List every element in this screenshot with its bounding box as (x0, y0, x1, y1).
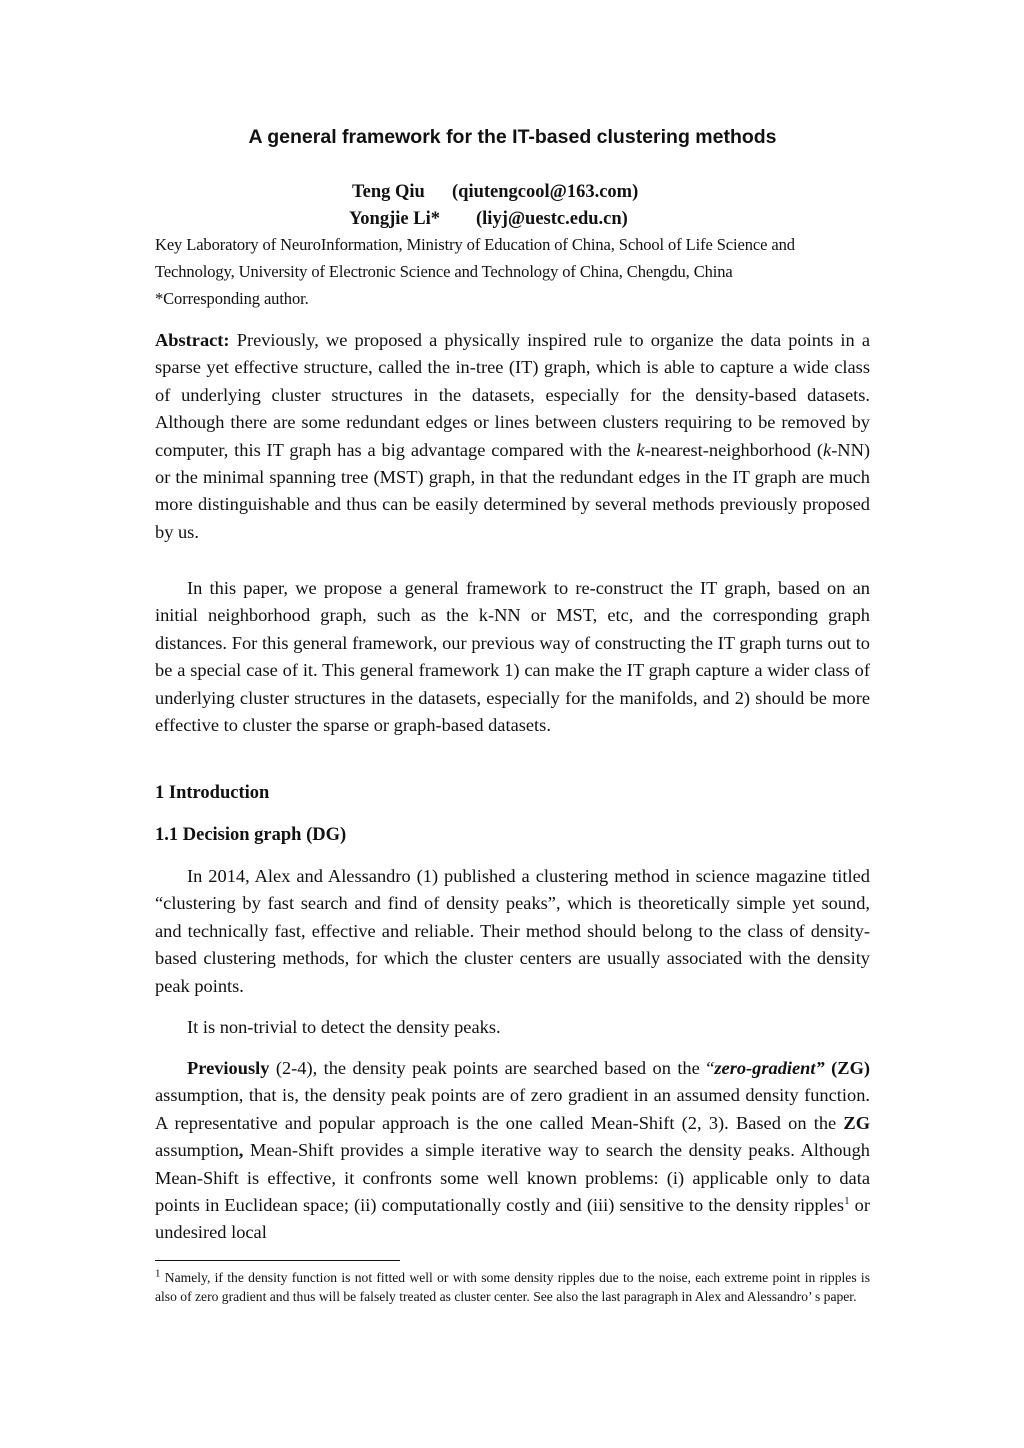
author-name: Teng Qiu (352, 182, 425, 202)
paper-title: A general framework for the IT-based clustering methods (248, 126, 777, 148)
affiliation-line: Key Laboratory of NeuroInformation, Ministry of Education of China, School of Life Science and (155, 235, 795, 254)
footnote-mark: 1 (155, 1267, 161, 1280)
affiliation-line: Technology, University of Electronic Science and Technology of China, Chengdu, China (155, 262, 733, 281)
footnote-ref: 1 (844, 1194, 850, 1207)
author-name: Yongjie Li* (349, 209, 440, 229)
abstract-paragraph-1: Abstract: Previously, we proposed a physically inspired rule to organize the data points in a sparse yet effective structure, called the in-tree (IT) graph, which is able to capture a wide class of underlying cluster structures in the datasets, especially for the density-based datasets. Although there are some redundant edges or lines between clusters requiring to be removed by computer, this IT graph has a big advantage compared with the k-nearest-neighborhood (k-NN) or the minimal spanning tree (MST) graph, in that the redundant edges in the IT graph are much more distinguishable and thus can be easily determined by several methods previously proposed by us. (155, 330, 870, 542)
abstract-label: Abstract: (155, 330, 230, 350)
author-row-1 (352, 182, 639, 203)
footnote-divider (155, 1260, 400, 1261)
subsection-heading: 1.1 Decision graph (DG) (155, 825, 347, 845)
author-email: (qiutengcool@163.com) (452, 182, 639, 202)
intro-paragraph-3: Previously (2-4), the density peak points are searched based on the “zero-gradient” (ZG) assumption, that is, the density peak points are of zero gradient in an assumed density function. A representative and popular approach is the one called Mean-Shift (2, 3). Based on the ZG assumption, Mean-Shift provides a simple iterative way to search the density peaks. Although Mean-Shift is effective, it confronts some well known problems: (i) applicable only to data points in Euclidean space; (ii) computationally costly and (iii) sensitive to the density ripples$^1$ or undesired local (155, 1058, 870, 1243)
intro-paragraph-2: It is non-trivial to detect the density peaks. (187, 1017, 501, 1037)
abstract-paragraph-2: In this paper, we propose a general framework to re-construct the IT graph, based on an initial neighborhood graph, such as the k-NN or MST, etc, and the corresponding graph distances. For this general framework, our previous way of constructing the IT graph turns out to be a special case of it. This general framework 1) can make the IT graph capture a wider class of underlying cluster structures in the datasets, especially for the manifolds, and 2) should be more effective to cluster the sparse or graph-based datasets. (155, 578, 870, 736)
footnote: $^1$ Namely, if the density function is not fitted well or with some density ripples due to the noise, each extreme point in ripples is also of zero gradient and thus will be falsely treated as cluster center. See also the last paragraph in Alex and Alessandro’ s paper. (155, 1267, 870, 1304)
author-row-2 (349, 209, 628, 230)
intro-paragraph-1: In 2014, Alex and Alessandro (1) published a clustering method in science magazine titled “clustering by fast search and find of density peaks”, which is theoretically simple yet sound, and technically fast, effective and reliable. Their method should belong to the class of density-based clustering methods, for which the cluster centers are usually associated with the density peak points. (155, 866, 870, 996)
author-email: (liyj@uestc.edu.cn) (476, 209, 628, 229)
section-heading: 1 Introduction (155, 783, 270, 803)
corresponding-note: *Corresponding author. (155, 289, 309, 308)
